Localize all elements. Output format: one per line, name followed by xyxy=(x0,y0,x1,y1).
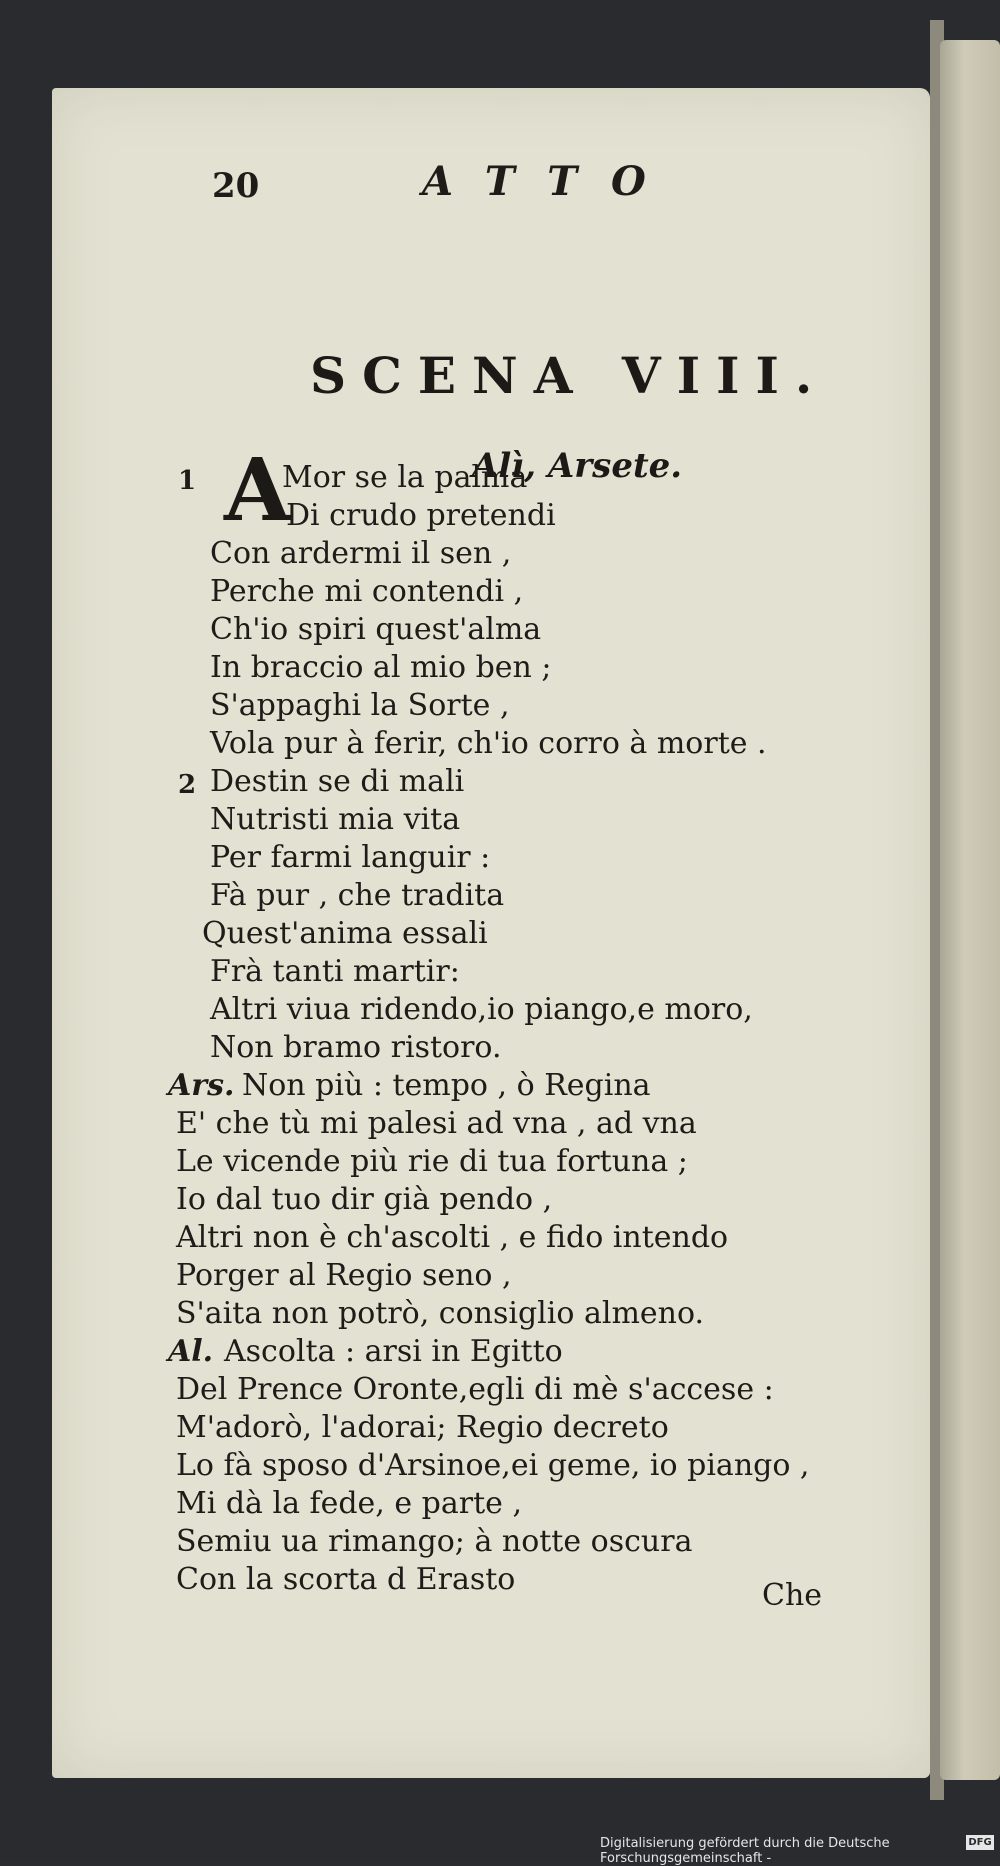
verse-line: Semiu ua rimango; à notte oscura xyxy=(176,1524,693,1559)
verse-line: Non bramo ristoro. xyxy=(210,1030,502,1065)
speaker-label: Al. xyxy=(168,1334,214,1369)
digitization-credit: Digitalisierung gefördert durch die Deutsche Forschungsgemeinschaft - xyxy=(600,1836,890,1866)
verse-line: Con la scorta d Erasto xyxy=(176,1562,516,1597)
verse-line: S'aita non potrò, consiglio almeno. xyxy=(176,1296,705,1331)
verse-line: Ascolta : arsi in Egitto xyxy=(224,1334,563,1369)
verse-line: Quest'anima essali xyxy=(202,916,488,951)
verse-line: Di crudo pretendi xyxy=(286,498,556,533)
verse-line: Perche mi contendi , xyxy=(210,574,524,609)
stanza-number: 2 xyxy=(178,770,197,800)
verse-line: Porger al Regio seno , xyxy=(176,1258,512,1293)
running-head: ATTO xyxy=(422,158,680,205)
verse-line: Io dal tuo dir già pendo , xyxy=(176,1182,553,1217)
verse-line: Vola pur à ferir, ch'io corro à morte . xyxy=(210,726,767,761)
drop-cap: A xyxy=(224,440,291,541)
page-number: 20 xyxy=(212,166,260,206)
scene-title: SCENA VIII. xyxy=(310,346,829,405)
verse-line: Mi dà la fede, e parte , xyxy=(176,1486,522,1521)
next-page-strip xyxy=(940,40,1000,1780)
verse-line: Con ardermi il sen , xyxy=(210,536,512,571)
verse-line: Mor se la palma xyxy=(282,460,528,495)
verse-line: Lo fà sposo d'Arsinoe,ei geme, io piango , xyxy=(176,1448,810,1483)
verse-line: Non più : tempo , ò Regina xyxy=(242,1068,651,1103)
verse-line: Nutristi mia vita xyxy=(210,802,461,837)
verse-line: Destin se di mali xyxy=(210,764,465,799)
verse-line: E' che tù mi palesi ad vna , ad vna xyxy=(176,1106,697,1141)
dfg-logo: DFG xyxy=(966,1835,994,1850)
catchword: Che xyxy=(762,1578,823,1613)
speaker-label: Ars. xyxy=(168,1068,235,1103)
verse-line: In braccio al mio ben ; xyxy=(210,650,552,685)
verse-line: Fà pur , che tradita xyxy=(210,878,505,913)
verse-line: Del Prence Oronte,egli di mè s'accese : xyxy=(176,1372,774,1407)
stanza-number: 1 xyxy=(178,466,197,496)
verse-line: Altri non è ch'ascolti , e fido intendo xyxy=(176,1220,729,1255)
verse-line: Le vicende più rie di tua fortuna ; xyxy=(176,1144,688,1179)
verse-line: Frà tanti martir: xyxy=(210,954,460,989)
verse-line: S'appaghi la Sorte , xyxy=(210,688,510,723)
verse-line: Altri viua ridendo,io piango,e moro, xyxy=(210,992,753,1027)
verse-line: Ch'io spiri quest'alma xyxy=(210,612,542,647)
verse-line: M'adorò, l'adorai; Regio decreto xyxy=(176,1410,669,1445)
book-page xyxy=(52,88,930,1778)
verse-line: Per farmi languir : xyxy=(210,840,491,875)
character-list: Alì, Arsete. xyxy=(472,446,683,486)
